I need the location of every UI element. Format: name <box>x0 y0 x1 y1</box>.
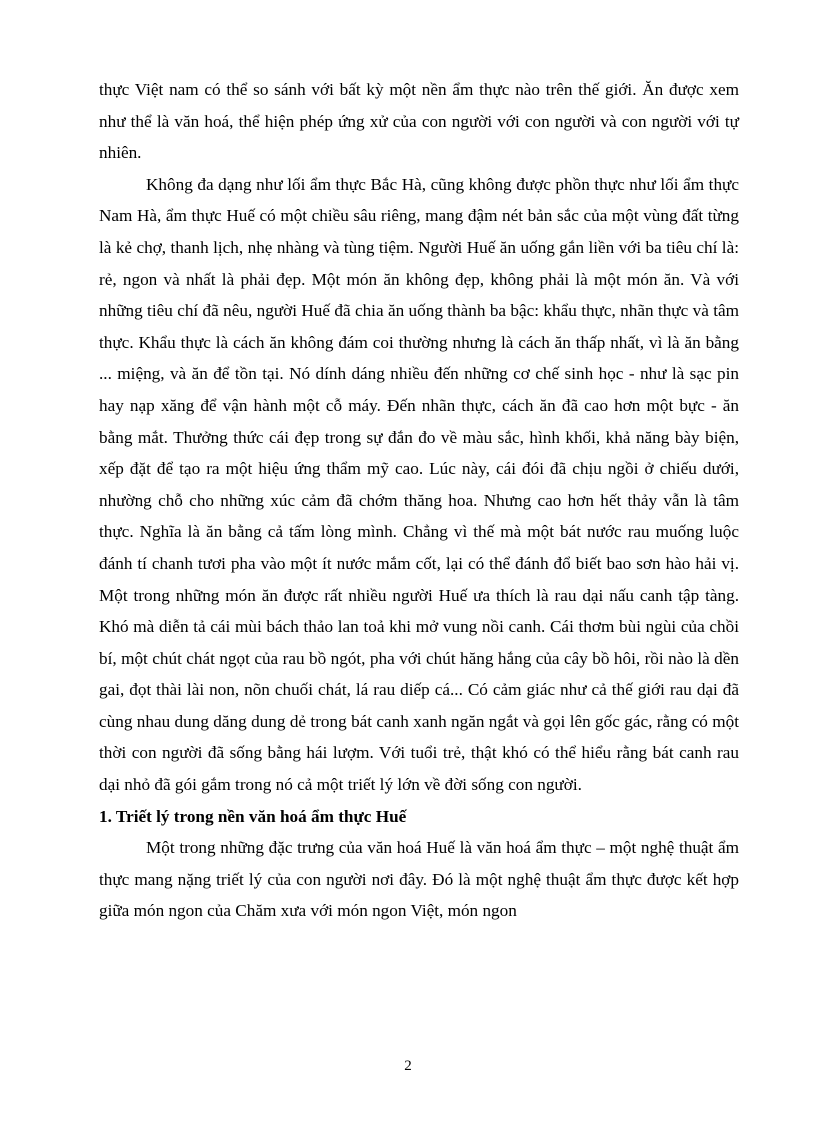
page-number: 2 <box>404 1058 412 1074</box>
paragraph-intro: thực Việt nam có thể so sánh với bất kỳ một nền ẩm thực nào trên thế giới. Ăn được xem như thể là văn hoá, thể hiện phép ứng xử của con người với con người và con người với tự nhiên. <box>99 80 739 163</box>
paragraph-hue-cuisine: Không đa dạng như lối ẩm thực Bắc Hà, cũng không được phồn thực như lối ẩm thực Nam Hà, ẩm thực Huế có một chiều sâu riêng, mang đậm nét bản sắc của một vùng đất từng là kẻ chợ, thanh lịch, nhẹ nhàng và tùng tiệm. Người Huế ăn uống gắn liền với ba tiêu chí là: rẻ, ngon và nhất là phải đẹp. Một món ăn không đẹp, không phải là một món ăn. Và với những tiêu chí đã nêu, người Huế đã chia ăn uống thành ba bậc: khẩu thực, nhãn thực và tâm thực. Khẩu thực là cách ăn không đám coi thường nhưng là cách ăn thấp nhất, vì là ăn bằng ... miệng, và ăn để tồn tại. Nó dính dáng nhiều đến những cơ chế sinh học - như là sạc pin hay nạp xăng để vận hành một cỗ máy. Đến nhãn thực, cách ăn đã cao hơn một bực - ăn bằng mắt. Thưởng thức cái đẹp trong sự đắn đo về màu sắc, hình khối, khả năng bày biện, xếp đặt để tạo ra một hiệu ứng thẩm mỹ cao. Lúc này, cái đói đã chịu ngồi ở chiếu dưới, nhường chỗ cho những xúc cảm đã chớm thăng hoa. Nhưng cao hơn hết thảy vẫn là tâm thực. Nghĩa là ăn bằng cả tấm lòng mình. Chẳng vì thế mà một bát nước rau muống luộc đánh tí chanh tươi pha vào một ít nước mắm cốt, lại có thể đánh đổ biết bao sơn hào hải vị. Một trong những món ăn được rất nhiều người Huế ưa thích là rau dại nấu canh tập tàng. Khó mà diễn tả cái mùi bách thảo lan toả khi mở vung nồi canh. Cái thơm bùi ngùi của chồi bí, một chút chát ngọt của rau bồ ngót, pha với chút hăng hắng của cây bồ hôi, rồi nào là dền gai, đọt thài lài non, nõn chuối chát, lá rau diếp cá... Có cảm giác như cả thế giới rau dại đã cùng nhau dung dăng dung dẻ trong bát canh xanh ngăn ngắt và gọi lên gốc gác, rằng có một thời con người đã sống bằng hái lượm. Với tuổi trẻ, thật khó có thể hiểu rằng bát canh rau dại nhỏ đã gói gắm trong nó cả một triết lý lớn về đời sống con người. <box>99 174 739 795</box>
section-heading: 1. Triết lý trong nền văn hoá ẩm thực Huế <box>99 806 407 826</box>
document-page <box>99 74 739 927</box>
paragraph-section-start: Một trong những đặc trưng của văn hoá Huế là văn hoá ẩm thực – một nghệ thuật ẩm thực mang nặng triết lý của con người nơi đây. Đó là một nghệ thuật ẩm thực được kết hợp giữa món ngon của Chăm xưa với món ngon Việt, món ngon <box>99 838 739 921</box>
